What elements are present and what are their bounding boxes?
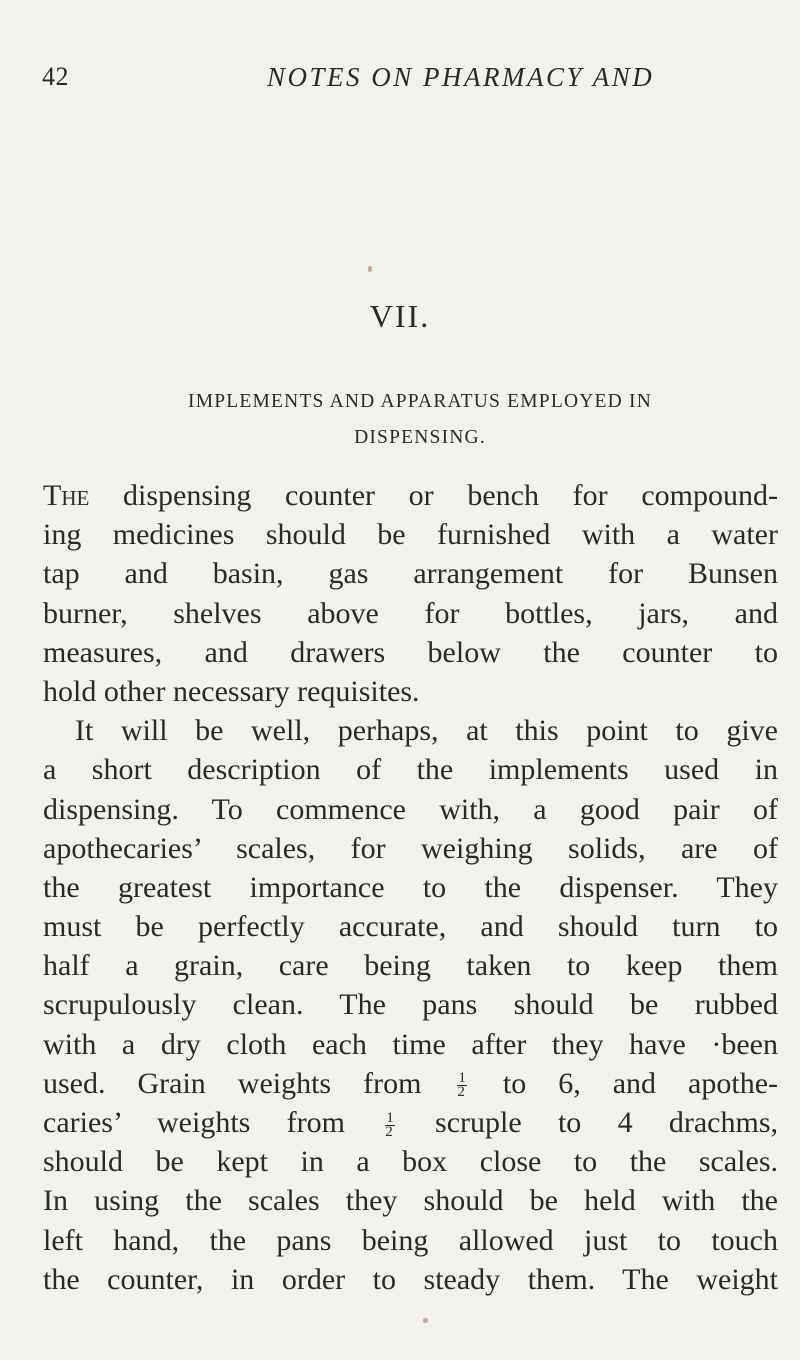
text-line-content: dispensing counter or bench for compound- (123, 479, 778, 512)
text-line: left hand, the pans being allowed just to touch (43, 1223, 778, 1257)
text-segment: to 6, and apothe- (502, 1066, 779, 1100)
page-header (42, 62, 762, 102)
text-line: hold other necessary requisites. (43, 674, 420, 708)
text-line: the counter, in order to steady them. The weight (43, 1262, 778, 1296)
text-line: the greatest importance to the dispenser. They (43, 870, 778, 904)
fraction-one-half (385, 1109, 395, 1140)
text-segment: caries’ weights from (43, 1106, 345, 1139)
page-number: 42 (42, 62, 69, 91)
text-line: scrupulously clean. The pans should be rubbed (43, 988, 778, 1022)
text-line: tap and basin, gas arrangement for Bunsen (43, 557, 778, 591)
text-line: It will be well, perhaps, at this point to give (75, 714, 778, 748)
text-line (43, 1103, 778, 1142)
ink-speck (423, 1318, 428, 1323)
chapter-number: VII. (369, 298, 431, 334)
ink-speck (368, 266, 372, 272)
drop-word: The (43, 479, 90, 512)
text-line (43, 476, 778, 515)
text-line: burner, shelves above for bottles, jars, and (43, 596, 778, 630)
text-line: measures, and drawers below the counter to (43, 635, 778, 669)
body-text (43, 476, 778, 1299)
fraction-denominator: 2 (457, 1084, 465, 1101)
fraction-numerator: 1 (458, 1070, 466, 1087)
chapter-title-line: DISPENSING. (354, 427, 486, 448)
fraction-one-half (457, 1072, 467, 1099)
chapter-title-line: IMPLEMENTS AND APPARATUS EMPLOYED IN (188, 391, 652, 412)
text-line: apothecaries’ scales, for weighing solids, are of (43, 831, 778, 865)
text-line: should be kept in a box close to the scales. (43, 1145, 778, 1179)
text-line (43, 1064, 778, 1103)
fraction-denominator: 2 (385, 1123, 393, 1140)
chapter-title (60, 384, 780, 456)
text-line: with a dry cloth each time after they have ·been (43, 1027, 778, 1061)
text-line: In using the scales they should be held with the (43, 1184, 778, 1218)
text-segment: used. Grain weights from (43, 1066, 422, 1100)
fraction-numerator: 1 (386, 1109, 394, 1126)
text-line: must be perfectly accurate, and should turn to (43, 910, 778, 944)
text-line: half a grain, care being taken to keep them (43, 949, 778, 983)
text-line: dispensing. To commence with, a good pair of (43, 792, 778, 826)
text-line: a short description of the implements used in (43, 753, 778, 787)
running-head: NOTES ON PHARMACY AND (267, 62, 655, 92)
text-line: ing medicines should be furnished with a water (43, 518, 778, 552)
text-segment: scruple to 4 drachms, (435, 1106, 778, 1139)
